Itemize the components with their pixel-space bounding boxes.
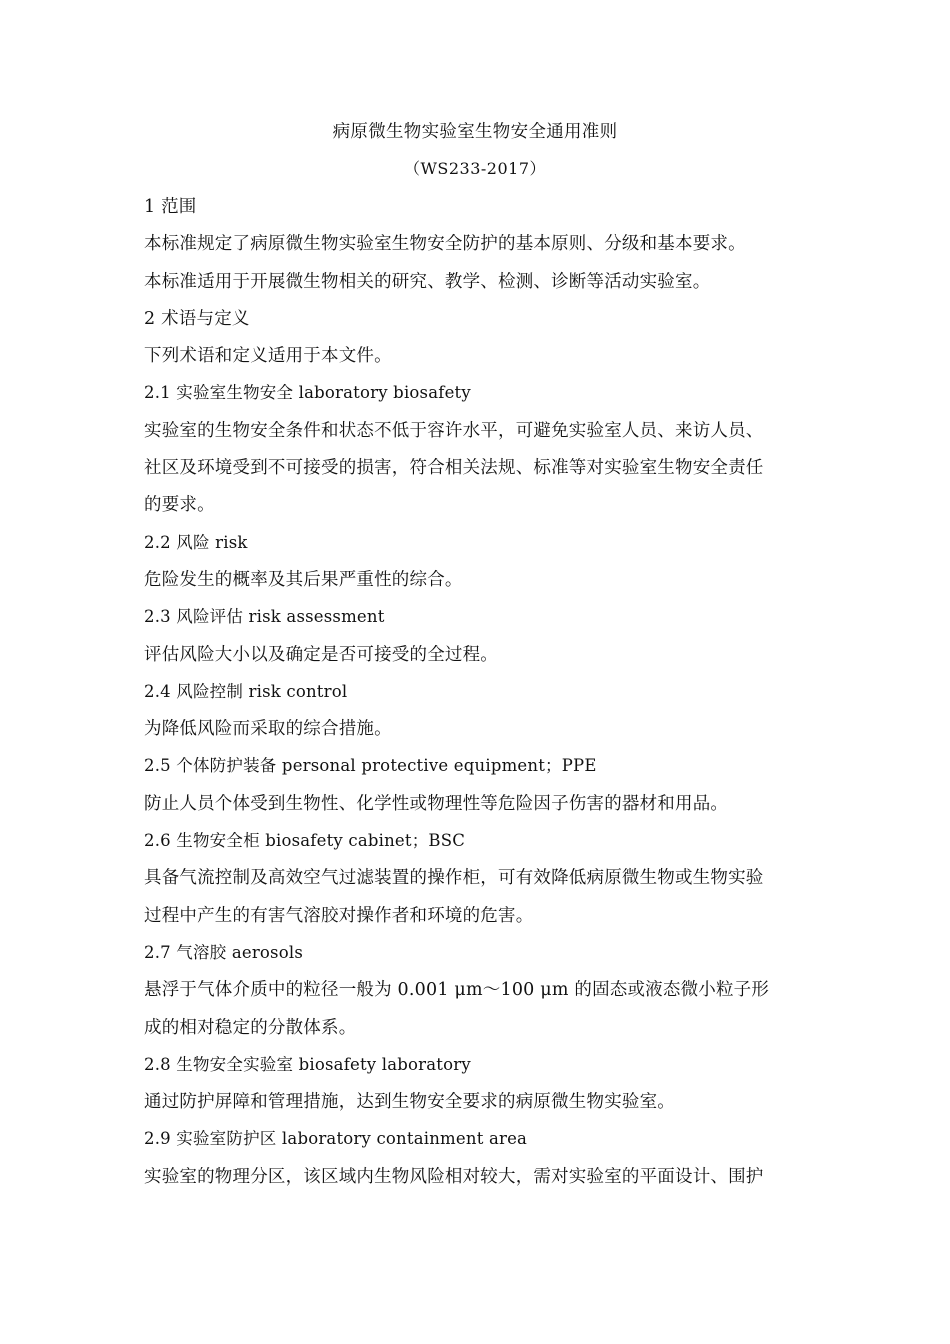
term-heading: 2.3 风险评估 risk assessment	[144, 607, 385, 627]
term-heading: 2.5 个体防护装备 personal protective equipment；PPE	[144, 756, 597, 776]
paragraph-line: 下列术语和定义适用于本文件。	[144, 346, 392, 367]
section-heading-terms: 2 术语与定义	[144, 308, 250, 329]
term-heading: 2.8 生物安全实验室 biosafety laboratory	[144, 1054, 471, 1074]
paragraph-line: 过程中产生的有害气溶胶对操作者和环境的危害。	[144, 905, 534, 926]
paragraph-line: 实验室的物理分区，该区域内生物风险相对较大，需对实验室的平面设计、围护	[144, 1166, 764, 1187]
paragraph-line: 具备气流控制及高效空气过滤装置的操作柜，可有效降低病原微生物或生物实验	[144, 868, 764, 889]
term-heading: 2.4 风险控制 risk control	[144, 681, 348, 701]
term-heading: 2.9 实验室防护区 laboratory containment area	[144, 1129, 528, 1149]
paragraph-line: 本标准规定了病原微生物实验室生物安全防护的基本原则、分级和基本要求。	[144, 234, 746, 255]
paragraph-line: 社区及环境受到不可接受的损害，符合相关法规、标准等对实验室生物安全责任	[144, 458, 764, 479]
paragraph-line: 为降低风险而采取的综合措施。	[144, 719, 392, 740]
term-heading: 2.7 气溶胶 aerosols	[144, 942, 303, 962]
document-body	[144, 193, 814, 1200]
document-title: 病原微生物实验室生物安全通用准则	[332, 122, 618, 142]
term-heading: 2.1 实验室生物安全 laboratory biosafety	[144, 383, 471, 403]
term-heading: 2.2 风险 risk	[144, 532, 248, 552]
paragraph-line: 本标准适用于开展微生物相关的研究、教学、检测、诊断等活动实验室。	[144, 271, 711, 292]
section-heading-scope: 1 范围	[144, 197, 197, 217]
paragraph-line: 的要求。	[144, 495, 215, 516]
paragraph-line: 危险发生的概率及其后果严重性的综合。	[144, 569, 463, 590]
paragraph-line: 成的相对稳定的分散体系。	[144, 1017, 357, 1038]
paragraph-line: 悬浮于气体介质中的粒径一般为 0.001 μm～100 μm 的固态或液态微小粒子形	[144, 980, 770, 1001]
paragraph-line: 评估风险大小以及确定是否可接受的全过程。	[144, 644, 498, 665]
term-heading: 2.6 生物安全柜 biosafety cabinet；BSC	[144, 831, 466, 851]
paragraph-line: 实验室的生物安全条件和状态不低于容许水平，可避免实验室人员、来访人员、	[144, 420, 764, 441]
document-code: （WS233-2017）	[403, 159, 547, 178]
paragraph-line: 通过防护屏障和管理措施，达到生物安全要求的病原微生物实验室。	[144, 1092, 675, 1113]
paragraph-line: 防止人员个体受到生物性、化学性或物理性等危险因子伤害的器材和用品。	[144, 793, 729, 814]
